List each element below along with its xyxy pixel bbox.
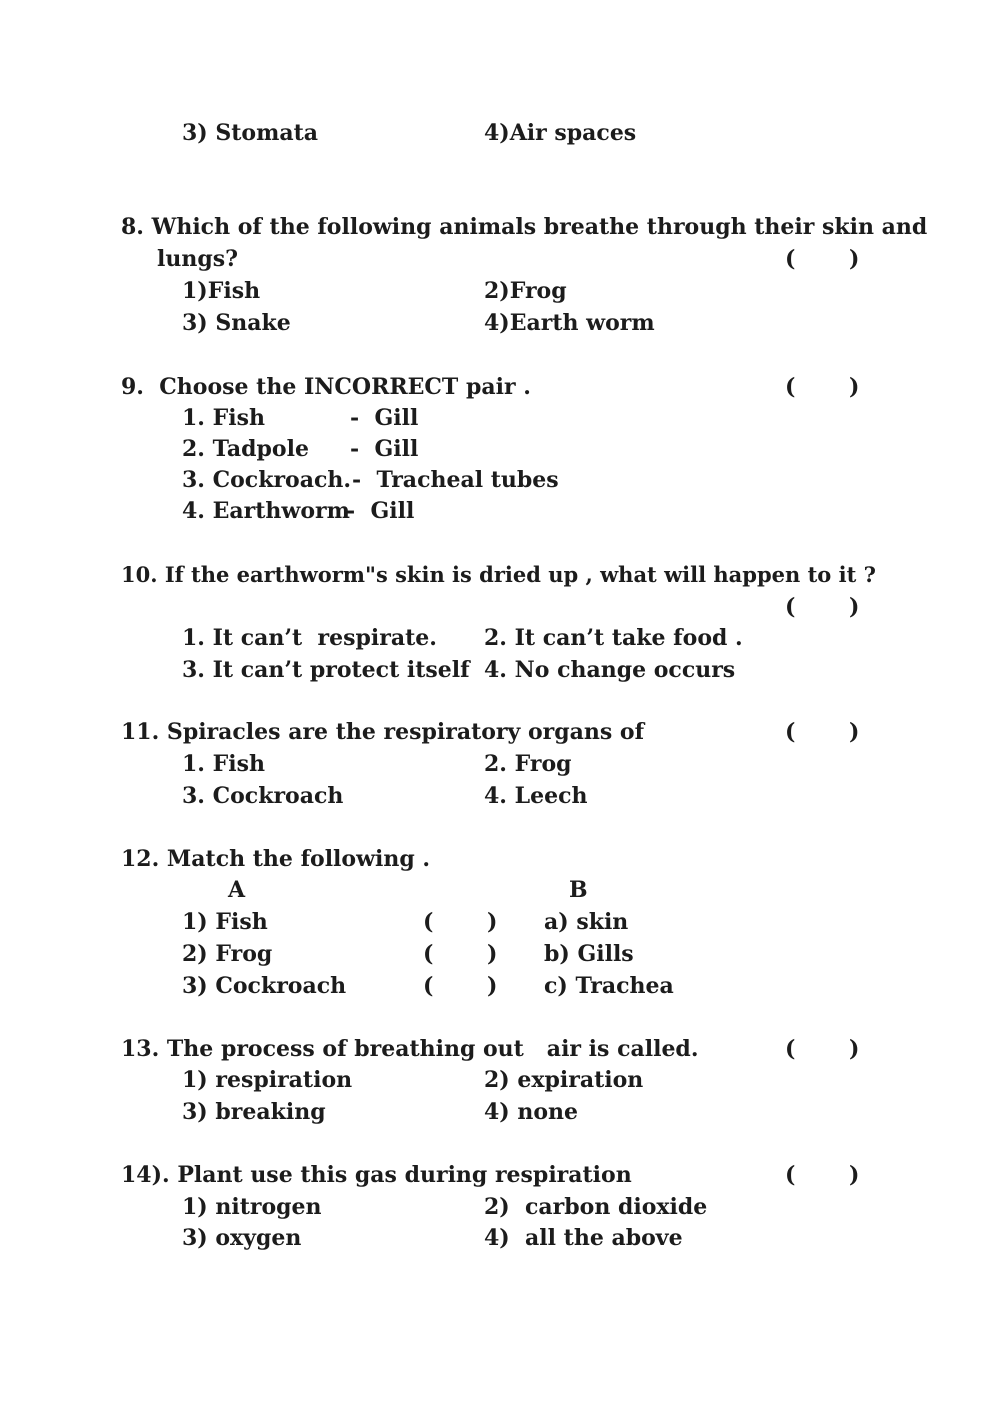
q10-option-3: 3. It can’t protect itself: [182, 657, 470, 683]
q12-row-right: a) skin: [544, 909, 629, 935]
q8-option-2: 2)Frog: [484, 278, 567, 304]
q13-question: 13. The process of breathing out air is called.: [121, 1036, 699, 1062]
q12-column-a-header: A: [228, 877, 246, 903]
q12-row-answer-box: ( ): [423, 909, 498, 935]
q12-column-b-header: B: [569, 877, 588, 903]
q13-option-3: 3) breaking: [182, 1099, 326, 1125]
q11-answer-box: ( ): [785, 719, 860, 745]
q8-answer-box: ( ): [785, 246, 860, 272]
q13-answer-box: ( ): [785, 1036, 860, 1062]
q11-option-1: 1. Fish: [182, 751, 265, 777]
q10-question: 10. If the earthworm"s skin is dried up , what will happen to it ?: [121, 562, 876, 587]
q12-row-left: 3) Cockroach: [182, 973, 347, 999]
q10-answer-box: ( ): [785, 594, 860, 620]
q8-question-line1: 8. Which of the following animals breathe through their skin and: [121, 214, 928, 240]
q9-question: 9. Choose the INCORRECT pair .: [121, 374, 531, 400]
q11-question: 11. Spiracles are the respiratory organs of: [121, 719, 645, 745]
q12-question: 12. Match the following .: [121, 846, 431, 872]
q12-row-left: 2) Frog: [182, 941, 273, 967]
q9-pair-left: 4. Earthworm: [182, 498, 350, 524]
q9-pair-right: - Gill: [346, 498, 415, 524]
q11-option-2: 2. Frog: [484, 751, 572, 777]
q9-pair-right: - Gill: [350, 405, 419, 431]
q9-pair-left: 1. Fish: [182, 405, 265, 431]
q14-option-3: 3) oxygen: [182, 1225, 302, 1251]
q12-row-right: c) Trachea: [544, 973, 674, 999]
q14-option-2: 2) carbon dioxide: [484, 1194, 708, 1220]
q14-answer-box: ( ): [785, 1162, 860, 1188]
q14-option-1: 1) nitrogen: [182, 1194, 322, 1220]
q8-option-4: 4)Earth worm: [484, 310, 655, 336]
q10-option-4: 4. No change occurs: [484, 657, 736, 683]
q9-pair-left: 3. Cockroach.: [182, 467, 352, 493]
q13-option-2: 2) expiration: [484, 1067, 644, 1093]
q12-row-right: b) Gills: [544, 941, 634, 967]
q9-answer-box: ( ): [785, 374, 860, 400]
q13-option-4: 4) none: [484, 1099, 579, 1125]
q10-option-2: 2. It can’t take food .: [484, 625, 743, 651]
q13-option-1: 1) respiration: [182, 1067, 353, 1093]
q8-option-1: 1)Fish: [182, 278, 261, 304]
q9-pair-right: - Gill: [350, 436, 419, 462]
q12-row-answer-box: ( ): [423, 973, 498, 999]
q8-option-3: 3) Snake: [182, 310, 291, 336]
q11-option-4: 4. Leech: [484, 783, 588, 809]
q8-question-line2: lungs?: [157, 246, 239, 272]
q12-row-left: 1) Fish: [182, 909, 268, 935]
q7-option-4: 4)Air spaces: [484, 120, 637, 146]
q12-row-answer-box: ( ): [423, 941, 498, 967]
q14-option-4: 4) all the above: [484, 1225, 683, 1251]
q11-option-3: 3. Cockroach: [182, 783, 344, 809]
q10-option-1: 1. It can’t respirate.: [182, 625, 437, 651]
q9-pair-left: 2. Tadpole: [182, 436, 309, 462]
q9-pair-right: - Tracheal tubes: [352, 467, 559, 493]
q14-question: 14). Plant use this gas during respiration: [121, 1162, 632, 1188]
q7-option-3: 3) Stomata: [182, 120, 319, 146]
